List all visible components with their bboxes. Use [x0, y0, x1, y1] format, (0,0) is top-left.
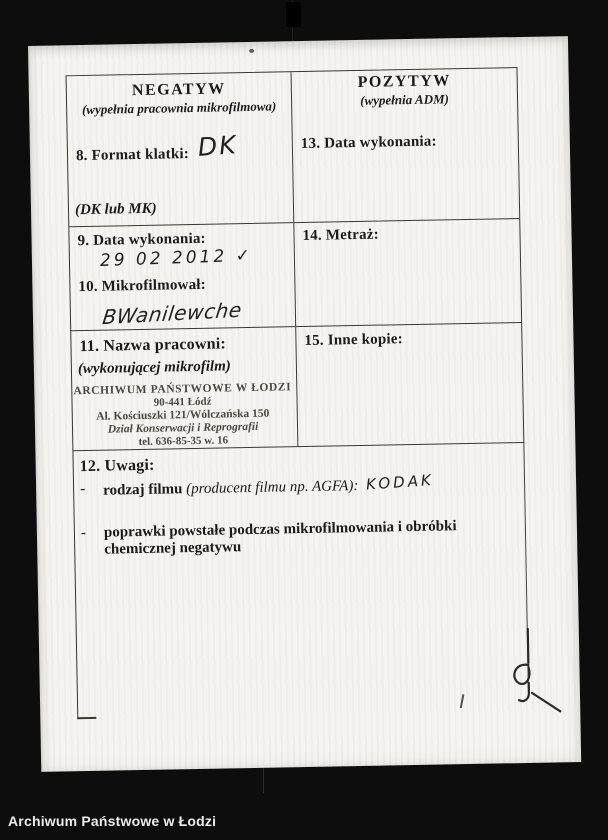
- pozytyw-subtitle: (wypełnia ADM): [360, 91, 450, 108]
- handwritten-corner-scribble: [469, 626, 601, 748]
- stamp-line-2: 90-441 Łódź: [153, 395, 212, 409]
- field-8-handwritten-value: DK: [196, 130, 239, 162]
- field-10-handwritten-signature: BWanilewche: [101, 297, 244, 330]
- film-notch-mark: [286, 2, 301, 27]
- scanned-form-page: [28, 36, 581, 772]
- table-row-uwagi: [72, 443, 529, 721]
- pozytyw-title: POZYTYW: [357, 72, 451, 91]
- cell-field-11: [71, 327, 298, 450]
- viewer-caption: Archiwum Państwowe w Łodzi: [8, 813, 217, 829]
- field-8-label: 8. Format klatki:: [75, 146, 190, 165]
- microfilm-form-table: [66, 67, 530, 721]
- cell-fields-9-10: [69, 223, 296, 330]
- field-15-label: 15. Inne kopie:: [304, 331, 404, 349]
- uwagi-item1-dash: -: [79, 481, 86, 498]
- field-14-label: 14. Metraż:: [302, 226, 379, 244]
- cell-field-14: [294, 219, 521, 326]
- field-9-label: 9. Data wykonania:: [77, 230, 206, 250]
- scan-speck: [249, 49, 254, 53]
- stamp-line-4: Dział Konserwacji i Reprografii: [107, 420, 259, 436]
- field-11-sublabel: (wykonującej mikrofilm): [77, 358, 231, 378]
- table-row: [70, 323, 524, 451]
- cell-negatyw-header: [67, 72, 295, 226]
- cell-field-15: [296, 323, 523, 446]
- cell-pozytyw-header: [292, 68, 520, 222]
- field-11-label: 11. Nazwa pracowni:: [79, 335, 227, 356]
- field-9-handwritten-date: 29 02 2012 ✓: [99, 245, 254, 272]
- archive-stamp: [72, 381, 293, 450]
- table-row: [68, 219, 522, 331]
- uwagi-item1-bold: rodzaj filmu: [103, 481, 183, 499]
- table-border-corner: [77, 717, 96, 719]
- stamp-line-3: Al. Kościuszki 121/Wólczańska 150: [96, 407, 270, 423]
- table-row: [66, 67, 521, 227]
- uwagi-item2-text: poprawki powstałe podczas mikrofilmowania i obróbki chemicznej negatywu: [103, 518, 457, 558]
- field-8-hint: (DK lub MK): [74, 200, 157, 219]
- uwagi-item1: [103, 470, 435, 500]
- stamp-line-1: ARCHIWUM PAŃSTWOWE W ŁODZI: [73, 381, 292, 398]
- negatyw-subtitle: (wypełnia pracownia mikrofilmowa): [81, 98, 277, 118]
- table-border-left: [72, 451, 78, 719]
- stamp-line-5: tel. 636-85-35 w. 16: [138, 434, 229, 449]
- field-13-label: 13. Data wykonania:: [300, 133, 437, 153]
- uwagi-item1-handwritten-value: KODAK: [365, 470, 435, 494]
- uwagi-item2-dash: -: [80, 525, 87, 542]
- uwagi-item1-italic: (producent filmu np. AGFA):: [186, 478, 359, 498]
- field-12-label: 12. Uwagi:: [79, 456, 155, 476]
- negatyw-title: NEGATYW: [131, 80, 226, 100]
- field-10-label: 10. Mikrofilmował:: [78, 276, 207, 296]
